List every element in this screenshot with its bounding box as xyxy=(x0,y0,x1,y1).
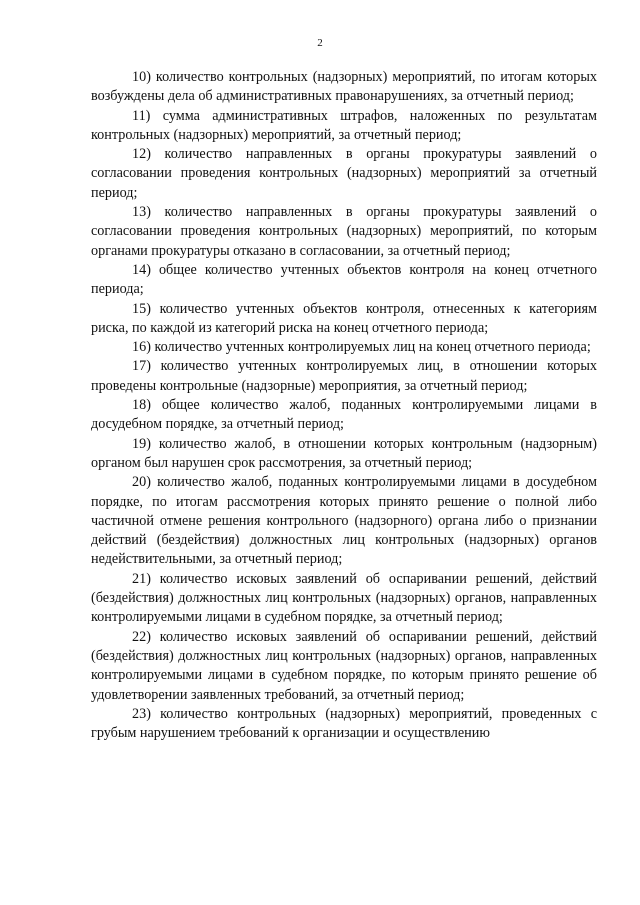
list-item-12: 12) количество направленных в органы прокуратуры заявлений о согласовании проведения контрольных (надзорных) мероприятий за отчетный период; xyxy=(91,146,597,201)
list-item-18: 18) общее количество жалоб, поданных контролируемыми лицами в досудебном порядке, за отчетный период; xyxy=(91,397,597,433)
list-item-17: 17) количество учтенных контролируемых лиц, в отношении которых проведены контрольные (надзорные) мероприятия, за отчетный период; xyxy=(91,358,597,394)
list-item-11: 11) сумма административных штрафов, наложенных по результатам контрольных (надзорных) мероприятий, за отчетный период; xyxy=(91,107,597,143)
list-item-20: 20) количество жалоб, поданных контролируемыми лицами в досудебном порядке, по итогам рассмотрения которых принято решение о полной либо частичной отмене решения контрольного (надзорного) органа либо о признании действий (бездействия) должностных лиц контрольных (надзорных) органов недействительными, за отчетный период; xyxy=(91,474,597,568)
list-item-22: 22) количество исковых заявлений об оспаривании решений, действий (бездействия) должностных лиц контрольных (надзорных) органов, направленных контролируемыми лицами в судебном порядке, по которым принято решение об удовлетворении заявленных требований, за отчетный период; xyxy=(91,628,597,703)
list-item-16: 16) количество учтенных контролируемых лиц на конец отчетного периода; xyxy=(132,339,591,356)
list-item-23: 23) количество контрольных (надзорных) мероприятий, проведенных с грубым нарушением требований к организации и осуществлению xyxy=(91,705,597,742)
list-item-14: 14) общее количество учтенных объектов контроля на конец отчетного периода; xyxy=(91,261,597,298)
list-item-13: 13) количество направленных в органы прокуратуры заявлений о согласовании проведения контрольных (надзорных) мероприятий, по которым органами прокуратуры отказано в согласовании, за отчетный период; xyxy=(91,204,597,259)
page-number: 2 xyxy=(317,37,323,49)
list-item-19: 19) количество жалоб, в отношении которых контрольным (надзорным) органом был нарушен срок рассмотрения, за отчетный период; xyxy=(91,435,597,471)
list-item-15: 15) количество учтенных объектов контроля, отнесенных к категориям риска, по каждой из категорий риска на конец отчетного периода; xyxy=(91,300,597,336)
document-body xyxy=(91,68,597,743)
list-item-21: 21) количество исковых заявлений об оспаривании решений, действий (бездействия) должностных лиц контрольных (надзорных) органов, направленных контролируемыми лицами в судебном порядке, за отчетный период; xyxy=(91,570,597,626)
list-item-10: 10) количество контрольных (надзорных) мероприятий, по итогам которых возбуждены дела об административных правонарушениях, за отчетный период; xyxy=(91,69,597,105)
